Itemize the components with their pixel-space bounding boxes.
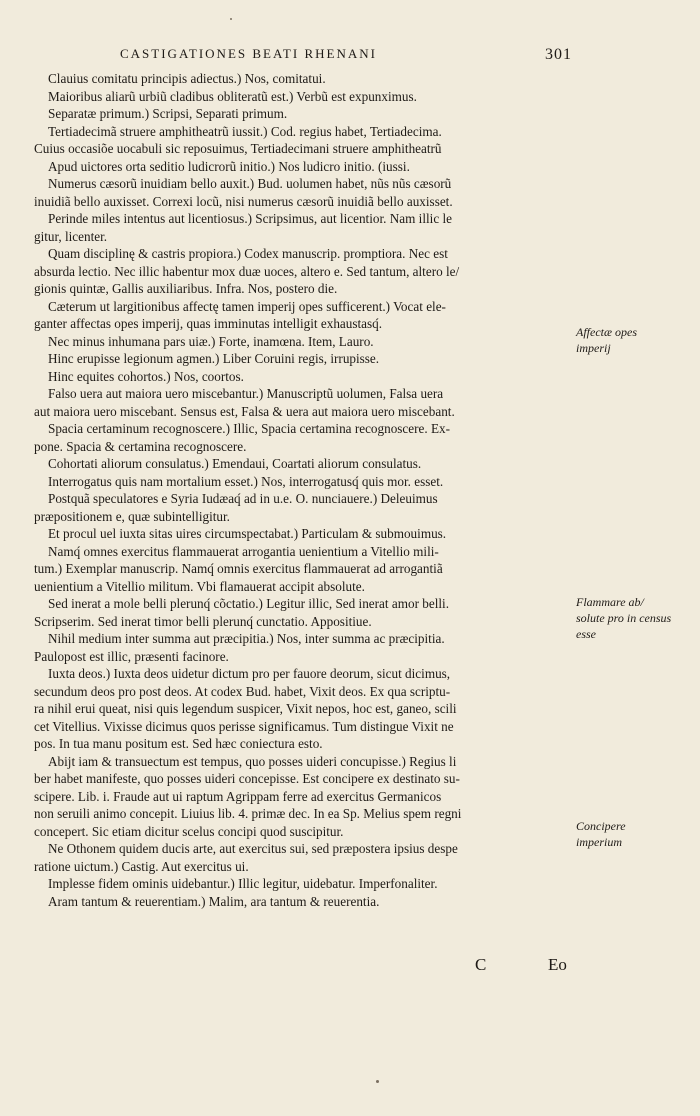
text-line: Tertiadecimã struere amphitheatrũ iussit.) Cod. regius habet, Tertiadecima. [48,123,442,139]
text-line: Quam disciplinę & castris propiora.) Codex manuscrip. promptiora. Nec est [48,246,448,261]
text-line: Implesse fidem ominis uidebantur.) Illic legitur, uidebatur. Imperfonaliter. [48,876,438,891]
text-line: Cæterum ut largitionibus affectę tamen imperij opes sufficerent.) Vocat ele- [48,298,446,314]
text-line: præpositionem e, quæ subintelligitur. [34,508,230,524]
text-line: cet Vitellius. Vixisse dicimus quos perisse significamus. Tum distingue Vixit ne [34,718,454,734]
text-line: ganter affectas opes imperij, quas imminutas intelligit exhaustasq́. [34,316,383,331]
text-line: Falso uera aut maiora uero miscebantur.) Manuscriptũ uolumen, Falsa uera [48,386,444,401]
text-line: pos. In tua manu positum est. Sed hæc coniectura esto. [34,736,323,751]
margin-note: Affectæ opes imperij [576,325,637,355]
ink-speck [376,1080,379,1083]
text-line: pone. Spacia & certamina recognoscere. [34,438,247,454]
text-line: Iuxta deos.) Iuxta deos uidetur dictum pro per fauore deorum, sicut dicimus, [48,666,451,681]
margin-note: Flammare ab/ solute pro in census esse [576,595,672,641]
text-line: ber habet manifeste, quo posses uideri concepisse. Est concipere ex destinato su- [34,771,460,786]
margin-note: Concipere imperium [576,819,626,849]
text-line: inuidiã bello auxisset. Correxi locũ, nisi numerus cæsorũ inuidiã bello auxisset. [34,193,453,209]
text-line: ratione uictum.) Castig. Aut exercitus ui. [34,858,249,874]
text-line: absurda lectio. Nec illic habentur mox duæ uoces, altero e. Sed tantum, altero le/ [34,263,460,279]
text-line: Et procul uel iuxta sitas uires circumspectabat.) Particulam & submouimus. [48,526,447,541]
text-line: Numerus cæsorũ inuidiam bello auxit.) Bud. uolumen habet, nũs nũs cæsorũ [48,176,452,191]
text-line: non seruili animo concepit. Liuius lib. 4. primæ dec. In ea Sp. Melius spem regni [34,806,462,821]
text-line: Cuius occasiõe uocabuli sic reposuimus, Tertiadecimani struere amphitheatrũ [34,141,442,156]
text-line: Hinc erupisse legionum agmen.) Liber Coruini regis, irrupisse. [48,351,380,366]
catchwords [470,955,580,977]
text-line: Abijt iam & transuectum est tempus, quo posses uideri concupisse.) Regius li [48,753,457,769]
text-line: Cohortati aliorum consulatus.) Emendaui, Coartati aliorum consulatus. [48,456,422,471]
text-line: Spacia certaminum recognoscere.) Illic, Spacia certamina recognoscere. Ex- [48,421,451,436]
text-line: Apud uictores orta seditio ludicrorũ initio.) Nos ludicro initio. (iussi. [48,158,410,174]
text-line: concepert. Sic etiam dicitur scelus concipi quod suscipitur. [34,823,344,839]
text-line: Separatæ primum.) Scripsi, Separati primum. [48,106,288,121]
text-line: Clauius comitatu principis adiectus.) Nos, comitatui. [48,71,326,86]
page-header [120,46,580,70]
signature-mark: C [475,955,487,974]
catchword: Eo [548,955,567,974]
text-line: Paulopost est illic, præsenti facinore. [34,648,229,664]
text-line: uenientium a Vitellio militum. Vbi flamauerat accipit absolute. [34,578,365,594]
text-line: Scripserim. Sed inerat timor belli plerunq́ cunctatio. Appositiue. [34,613,372,629]
text-line: Nec minus inhumana pars uiæ.) Forte, inamœna. Item, Lauro. [48,333,374,349]
text-line: tum.) Exemplar manuscrip. Namq́ omnis exercitus flammauerat ad arrogantiã [34,561,443,576]
text-line: Aram tantum & reuerentiam.) Malim, ara tantum & reuerentia. [48,893,380,909]
ink-speck [230,18,232,20]
text-line: scipere. Lib. i. Fraude aut ui raptum Agrippam ferre ad exercitus Germanicos [34,788,442,804]
text-line: Maioribus aliarũ urbiũ cladibus obliteratũ est.) Verbũ est expunximus. [48,88,417,104]
text-line: Namq́ omnes exercitus flammauerat arrogantia uenientium a Vitellio mili- [48,543,439,559]
running-head: CASTIGATIONES BEATI RHENANI [120,46,377,61]
text-line: Interrogatus quis nam mortalium esset.) Nos, interrogatusq́ quis mor. esset. [48,473,444,489]
text-line: Perinde miles intentus aut licentiosus.) Scripsimus, aut licentior. Nam illic le [48,211,452,226]
text-line: Hinc equites cohortos.) Nos, coortos. [48,368,244,384]
commentary-text [28,70,573,910]
text-line: ra nihil erui queat, nisi quis legendum suspicer, Vixit nepos, hoc est, ganeo, scili [34,701,457,716]
page-number: 301 [545,46,572,63]
text-line: Sed inerat a mole belli plerunq́ cõctatio.) Legitur illic, Sed inerat amor belli. [48,596,449,611]
text-line: Ne Othonem quidem ducis arte, aut exercitus sui, sed præpostera ipsius despe [48,841,458,856]
text-line: aut maiora uero miscebant. Sensus est, Falsa & uera aut maiora uero miscebant. [34,403,455,419]
text-line: secundum deos pro post deos. At codex Bud. habet, Vixit deos. Ex qua scriptu- [34,683,451,699]
text-line: Postquã speculatores e Syria Iudæaq́ ad in u.e. O. nunciauere.) Deleuimus [48,491,438,506]
text-line: gionis quintæ, Gallis auxiliaribus. Infra. Nos, postero die. [34,281,338,296]
text-line: Nihil medium inter summa aut præcipitia.) Nos, inter summa ac præcipitia. [48,631,445,646]
text-line: gitur, licenter. [34,228,108,244]
